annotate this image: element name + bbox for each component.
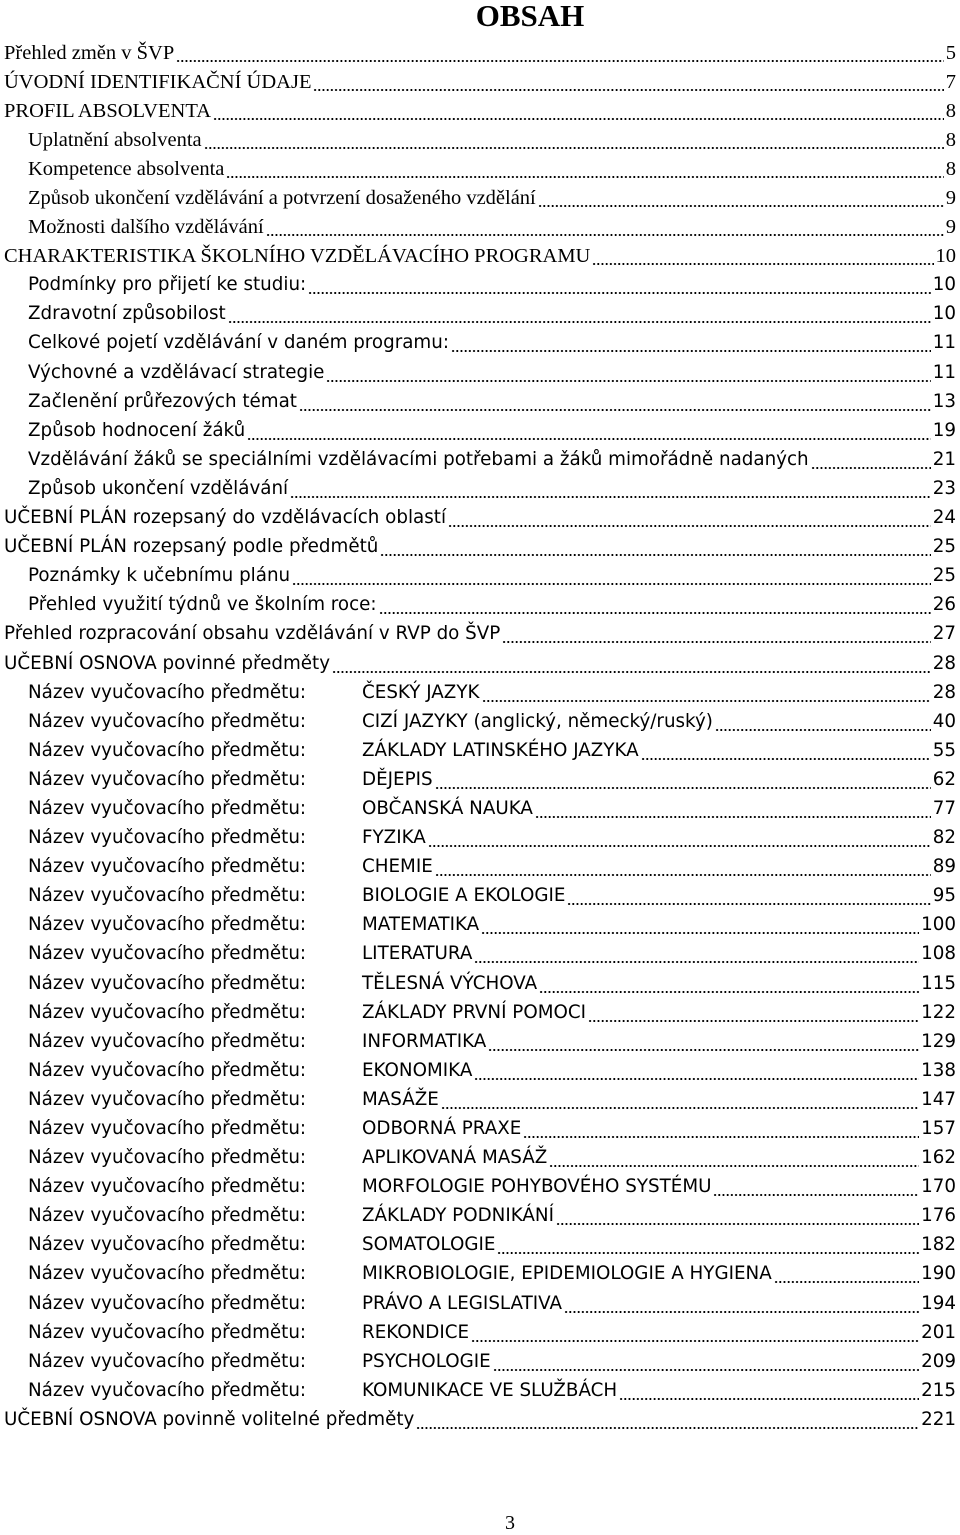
toc-entry-text: ODBORNÁ PRAXE [362, 1118, 522, 1140]
toc-entry-prefix: Název vyučovacího předmětu: [28, 827, 307, 849]
dot-leader [535, 797, 931, 821]
toc-entry-label [4, 652, 330, 676]
toc-entry-page: 170 [921, 1176, 956, 1198]
toc-entry-label [28, 681, 480, 705]
dot-leader [332, 652, 931, 676]
toc-entry-page: 162 [921, 1147, 956, 1169]
toc-entry-page: 122 [921, 1001, 956, 1023]
toc-entry-prefix: Název vyučovacího předmětu: [28, 885, 307, 907]
toc-entry[interactable] [0, 911, 960, 940]
toc-entry[interactable] [0, 416, 960, 445]
dot-leader [290, 477, 931, 501]
toc-entry-text: ZÁKLADY PODNIKÁNÍ [362, 1205, 554, 1227]
toc-entry-prefix: Název vyučovacího předmětu: [28, 856, 307, 878]
toc-entry[interactable] [0, 242, 960, 271]
toc-entry-text: INFORMATIKA [362, 1030, 487, 1052]
dot-leader [435, 855, 931, 879]
toc-entry-page: 19 [932, 419, 956, 441]
toc-entry[interactable] [0, 504, 960, 533]
toc-entry[interactable] [0, 1231, 960, 1260]
toc-entry[interactable] [0, 533, 960, 562]
toc-entry-text: FYZIKA [362, 827, 426, 849]
toc-entry-prefix: Název vyučovacího předmětu: [28, 710, 307, 732]
toc-entry-label [28, 855, 433, 879]
toc-entry[interactable] [0, 620, 960, 649]
toc-entry[interactable] [0, 300, 960, 329]
toc-entry-text: MASÁŽE [362, 1088, 439, 1110]
toc-entry-prefix: Název vyučovacího předmětu: [28, 1001, 307, 1023]
toc-entry-page: 77 [932, 797, 956, 819]
dot-leader [471, 1321, 919, 1345]
toc-entry-label [4, 70, 311, 94]
toc-entry-page: 9 [945, 187, 956, 210]
toc-entry[interactable] [0, 96, 960, 125]
toc-entry-prefix: Název vyučovacího předmětu: [28, 1059, 307, 1081]
toc-entry-label [4, 506, 446, 530]
toc-entry-page: 23 [932, 477, 956, 499]
toc-entry-page: 182 [921, 1234, 956, 1256]
toc-entry[interactable] [0, 154, 960, 183]
toc-entry-page: 11 [932, 361, 956, 383]
dot-leader [474, 1059, 919, 1083]
toc-entry-label [28, 739, 639, 763]
toc-entry-text: Uplatnění absolventa [28, 128, 202, 151]
toc-entry-label [4, 244, 590, 268]
toc-entry-label [28, 913, 479, 937]
dot-leader [428, 826, 931, 850]
dot-leader [538, 186, 944, 210]
toc-entry-text: OBČANSKÁ NAUKA [362, 797, 533, 819]
toc-entry-label [28, 826, 426, 850]
toc-entry[interactable] [0, 474, 960, 503]
dot-leader [308, 273, 931, 297]
toc-entry-label [28, 361, 324, 385]
toc-entry-label [28, 1117, 521, 1141]
toc-entry-prefix: Název vyučovacího předmětu: [28, 914, 307, 936]
toc-entry-page: 62 [932, 768, 956, 790]
dot-leader [435, 768, 931, 792]
toc-entry[interactable] [0, 591, 960, 620]
toc-entry-text: Způsob hodnocení žáků [28, 419, 246, 441]
toc-entry-label [4, 1408, 414, 1432]
page-title: OBSAH [475, 0, 585, 33]
toc-entry-page: 82 [932, 827, 956, 849]
toc-entry[interactable] [0, 707, 960, 736]
dot-leader [641, 739, 931, 763]
toc-entry-page: 221 [921, 1408, 956, 1430]
toc-entry-text: Celkové pojetí vzdělávání v daném programu: [28, 332, 449, 354]
toc-entry-prefix: Název vyučovacího předmětu: [28, 1321, 307, 1343]
toc-entry-label [28, 1233, 495, 1257]
dot-leader [502, 622, 930, 646]
toc-entry-page: 21 [932, 448, 956, 470]
toc-entry-label [28, 215, 264, 239]
toc-entry-label [28, 128, 202, 152]
toc-entry[interactable] [0, 213, 960, 242]
toc-entry[interactable] [0, 329, 960, 358]
toc-entry-text: MIKROBIOLOGIE, EPIDEMIOLOGIE A HYGIENA [362, 1263, 772, 1285]
toc-entry-text: Výchovné a vzdělávací strategie [28, 361, 325, 383]
dot-leader [539, 972, 919, 996]
toc-entry-label [28, 1350, 491, 1374]
toc-entry-text: ÚVODNÍ IDENTIFIKAČNÍ ÚDAJE [4, 70, 312, 93]
toc-entry-page: 209 [921, 1350, 956, 1372]
toc-entry-label [28, 1146, 547, 1170]
toc-entry-page: 201 [921, 1321, 956, 1343]
dot-leader [481, 913, 919, 937]
toc-entry-label [28, 186, 536, 210]
toc-entry-page: 5 [945, 41, 956, 64]
toc-entry-page: 190 [921, 1263, 956, 1285]
toc-entry-text: ZÁKLADY PRVNÍ POMOCI [362, 1001, 587, 1023]
toc-entry-label [28, 331, 449, 355]
dot-leader [482, 681, 931, 705]
dot-leader [774, 1262, 919, 1286]
toc-entry-page: 115 [921, 972, 956, 994]
dot-leader [556, 1204, 919, 1228]
toc-entry-prefix: Název vyučovacího předmětu: [28, 1147, 307, 1169]
toc-entry-label [28, 273, 306, 297]
dot-leader [497, 1233, 919, 1257]
toc-entry[interactable] [0, 1405, 960, 1434]
toc-entry-text: SOMATOLOGIE [362, 1234, 496, 1256]
toc-entry[interactable] [0, 853, 960, 882]
toc-entry-page: 28 [932, 681, 956, 703]
toc-entry-prefix: Název vyučovacího předmětu: [28, 1350, 307, 1372]
toc-entry[interactable] [0, 1260, 960, 1289]
toc-entry-text: DĚJEPIS [362, 768, 433, 790]
toc-entry-label [28, 1204, 554, 1228]
toc-entry[interactable] [0, 678, 960, 707]
toc-entry-page: 10 [932, 303, 956, 325]
toc-entry-text: CIZÍ JAZYKY (anglický, německý/ruský) [362, 710, 713, 732]
toc-entry[interactable] [0, 1144, 960, 1173]
toc-entry-page: 7 [945, 70, 956, 93]
toc-entry[interactable] [0, 358, 960, 387]
toc-entry-page: 89 [932, 856, 956, 878]
dot-leader [448, 506, 931, 530]
toc-entry-page: 100 [921, 914, 956, 936]
toc-entry-label [28, 942, 472, 966]
dot-leader [474, 942, 919, 966]
toc-entry-page: 8 [945, 157, 956, 180]
toc-entry-label [28, 972, 537, 996]
toc-entry[interactable] [0, 998, 960, 1027]
toc-entry-prefix: Název vyučovacího předmětu: [28, 943, 307, 965]
toc-entry-label [28, 448, 809, 472]
toc-entry-page: 40 [932, 710, 956, 732]
toc-entry-text: Způsob ukončení vzdělávání [28, 477, 289, 499]
toc-entry-text: MORFOLOGIE POHYBOVÉHO SYSTÉMU [362, 1176, 712, 1198]
dot-leader [204, 128, 944, 152]
toc-entry-text: Přehled rozpracování obsahu vzdělávání v RVP do ŠVP [4, 623, 501, 645]
toc-entry-text: EKONOMIKA [362, 1059, 473, 1081]
toc-entry-text: Přehled změn v ŠVP [4, 41, 175, 64]
toc-entry-text: PRÁVO A LEGISLATIVA [362, 1292, 563, 1314]
toc-entry-text: Kompetence absolventa [28, 157, 225, 180]
toc-entry[interactable] [0, 1027, 960, 1056]
dot-leader [266, 215, 944, 239]
toc-entry-text: UČEBNÍ OSNOVA povinné předměty [4, 652, 331, 674]
dot-leader [313, 70, 943, 94]
toc-entry[interactable] [0, 271, 960, 300]
toc-entry[interactable] [0, 765, 960, 794]
toc-entry[interactable] [0, 1114, 960, 1143]
toc-entry-label [28, 1292, 562, 1316]
toc-entry-prefix: Název vyučovacího předmětu: [28, 1234, 307, 1256]
toc-entry-label [28, 710, 713, 734]
toc-entry[interactable] [0, 125, 960, 154]
dot-leader [588, 1001, 919, 1025]
toc-entry[interactable] [0, 1085, 960, 1114]
toc-entry-prefix: Název vyučovacího předmětu: [28, 1205, 307, 1227]
toc-entry-page: 25 [932, 536, 956, 558]
toc-entry-text: TĚLESNÁ VÝCHOVA [362, 972, 538, 994]
toc-entry-label [28, 1262, 772, 1286]
toc-entry-page: 11 [932, 332, 956, 354]
toc-entry[interactable] [0, 1318, 960, 1347]
toc-entry[interactable] [0, 940, 960, 969]
toc-entry-page: 95 [932, 885, 956, 907]
toc-entry-page: 27 [932, 623, 956, 645]
toc-entry-text: Poznámky k učebnímu plánu [28, 565, 291, 587]
toc-entry-page: 8 [945, 99, 956, 122]
toc-entry-text: UČEBNÍ PLÁN rozepsaný podle předmětů [4, 536, 379, 558]
toc-entry-text: UČEBNÍ OSNOVA povinně volitelné předměty [4, 1408, 415, 1430]
toc-entry-label [28, 1059, 472, 1083]
toc-entry-text: KOMUNIKACE VE SLUŽBÁCH [362, 1379, 618, 1401]
toc-entry[interactable] [0, 38, 960, 67]
toc-entry-prefix: Název vyučovacího předmětu: [28, 1263, 307, 1285]
toc-entry[interactable] [0, 1347, 960, 1376]
dot-leader [713, 1175, 919, 1199]
toc-entry-page: 10 [935, 245, 956, 268]
toc-entry-page: 8 [945, 128, 956, 151]
toc-entry-text: LITERATURA [362, 943, 473, 965]
toc-entry-prefix: Název vyučovacího předmětu: [28, 1118, 307, 1140]
toc-entry-text: Podmínky pro přijetí ke studiu: [28, 274, 307, 296]
dot-leader [416, 1408, 919, 1432]
toc-entry[interactable] [0, 824, 960, 853]
toc-entry-text: PSYCHOLOGIE [362, 1350, 491, 1372]
toc-entry-prefix: Název vyučovacího předmětu: [28, 1292, 307, 1314]
toc-entry[interactable] [0, 794, 960, 823]
dot-leader [379, 593, 931, 617]
table-of-contents [0, 38, 960, 1435]
toc-entry-page: 13 [932, 390, 956, 412]
toc-entry[interactable] [0, 736, 960, 765]
toc-entry-text: Začlenění průřezových témat [28, 390, 297, 412]
toc-entry-label [28, 1001, 586, 1025]
toc-entry-text: Způsob ukončení vzdělávání a potvrzení dosaženého vzdělání [28, 187, 536, 210]
dot-leader [441, 1088, 919, 1112]
toc-entry-label [28, 1175, 711, 1199]
toc-entry-page: 25 [932, 565, 956, 587]
toc-entry-text: UČEBNÍ PLÁN rozepsaný do vzdělávacích oblastí [4, 507, 447, 529]
toc-entry-label [28, 302, 226, 326]
toc-entry-label [28, 593, 377, 617]
toc-entry[interactable] [0, 562, 960, 591]
toc-entry-text: Možnosti dalšího vzdělávání [28, 216, 264, 239]
toc-entry-prefix: Název vyučovacího předmětu: [28, 972, 307, 994]
toc-entry-text: Zdravotní způsobilost [28, 303, 226, 325]
dot-leader [488, 1030, 919, 1054]
dot-leader [523, 1117, 919, 1141]
toc-entry-prefix: Název vyučovacího předmětu: [28, 739, 307, 761]
toc-entry[interactable] [0, 67, 960, 96]
toc-entry-label [28, 884, 565, 908]
toc-entry-text: CHEMIE [362, 856, 433, 878]
toc-entry-page: 10 [932, 274, 956, 296]
dot-leader [451, 331, 931, 355]
toc-entry-page: 24 [932, 507, 956, 529]
toc-entry-page: 9 [945, 216, 956, 239]
page-number: 3 [505, 1512, 515, 1534]
toc-entry-label [28, 564, 290, 588]
toc-entry[interactable] [0, 969, 960, 998]
dot-leader [493, 1350, 919, 1374]
toc-entry-label [28, 797, 533, 821]
dot-leader [326, 361, 930, 385]
toc-entry-prefix: Název vyučovacího předmětu: [28, 1088, 307, 1110]
dot-leader [715, 710, 931, 734]
toc-entry-prefix: Název vyučovacího předmětu: [28, 768, 307, 790]
toc-entry[interactable] [0, 1376, 960, 1405]
dot-leader [226, 157, 943, 181]
toc-entry[interactable] [0, 1289, 960, 1318]
toc-entry-text: PROFIL ABSOLVENTA [4, 99, 212, 122]
toc-entry[interactable] [0, 1056, 960, 1085]
toc-entry-prefix: Název vyučovacího předmětu: [28, 1176, 307, 1198]
dot-leader [299, 390, 931, 414]
dot-leader [567, 884, 930, 908]
toc-entry-text: ZÁKLADY LATINSKÉHO JAZYKA [362, 739, 639, 761]
toc-entry-text: APLIKOVANÁ MASÁŽ [362, 1147, 548, 1169]
toc-entry[interactable] [0, 1202, 960, 1231]
toc-entry-label [28, 1088, 439, 1112]
toc-entry-page: 28 [932, 652, 956, 674]
toc-entry-label [4, 41, 174, 65]
toc-entry-label [28, 1379, 617, 1403]
toc-entry-page: 26 [932, 594, 956, 616]
toc-entry-page: 147 [921, 1088, 956, 1110]
dot-leader [619, 1379, 919, 1403]
dot-leader [380, 535, 930, 559]
toc-entry-label [28, 1030, 486, 1054]
toc-entry-text: MATEMATIKA [362, 914, 480, 936]
toc-entry-text: ČESKÝ JAZYK [362, 681, 480, 703]
toc-entry-page: 138 [921, 1059, 956, 1081]
toc-entry-text: CHARAKTERISTIKA ŠKOLNÍHO VZDĚLÁVACÍHO PROGRAMU [4, 245, 591, 268]
dot-leader [247, 419, 931, 443]
toc-entry[interactable] [0, 882, 960, 911]
toc-entry-label [4, 99, 211, 123]
toc-entry-prefix: Název vyučovacího předmětu: [28, 797, 307, 819]
toc-entry-label [28, 768, 433, 792]
toc-entry-text: BIOLOGIE A EKOLOGIE [362, 885, 566, 907]
toc-entry-prefix: Název vyučovacího předmětu: [28, 1379, 307, 1401]
toc-entry-label [28, 419, 245, 443]
toc-entry-label [28, 157, 224, 181]
toc-entry-page: 157 [921, 1118, 956, 1140]
toc-entry-page: 129 [921, 1030, 956, 1052]
toc-entry-label [4, 622, 500, 646]
toc-entry[interactable] [0, 183, 960, 212]
toc-entry-label [28, 477, 288, 501]
dot-leader [228, 302, 931, 326]
dot-leader [549, 1146, 919, 1170]
toc-entry-page: 108 [921, 943, 956, 965]
toc-entry-prefix: Název vyučovacího předmětu: [28, 1030, 307, 1052]
dot-leader [176, 41, 944, 65]
dot-leader [213, 99, 944, 123]
toc-entry[interactable] [0, 649, 960, 678]
toc-entry-label [28, 1321, 469, 1345]
toc-entry-prefix: Název vyučovacího předmětu: [28, 681, 307, 703]
toc-entry-text: REKONDICE [362, 1321, 470, 1343]
toc-entry[interactable] [0, 445, 960, 474]
toc-entry-text: Přehled využití týdnů ve školním roce: [28, 594, 377, 616]
dot-leader [811, 448, 931, 472]
toc-entry-page: 176 [921, 1205, 956, 1227]
dot-leader [592, 244, 933, 268]
toc-entry-text: Vzdělávání žáků se speciálními vzdělávacími potřebami a žáků mimořádně nadaných [28, 448, 809, 470]
toc-entry-page: 55 [932, 739, 956, 761]
dot-leader [292, 564, 931, 588]
toc-entry[interactable] [0, 387, 960, 416]
toc-entry[interactable] [0, 1173, 960, 1202]
dot-leader [564, 1292, 919, 1316]
toc-entry-label [28, 390, 297, 414]
toc-entry-label [4, 535, 378, 559]
toc-entry-page: 194 [921, 1292, 956, 1314]
toc-entry-page: 215 [921, 1379, 956, 1401]
